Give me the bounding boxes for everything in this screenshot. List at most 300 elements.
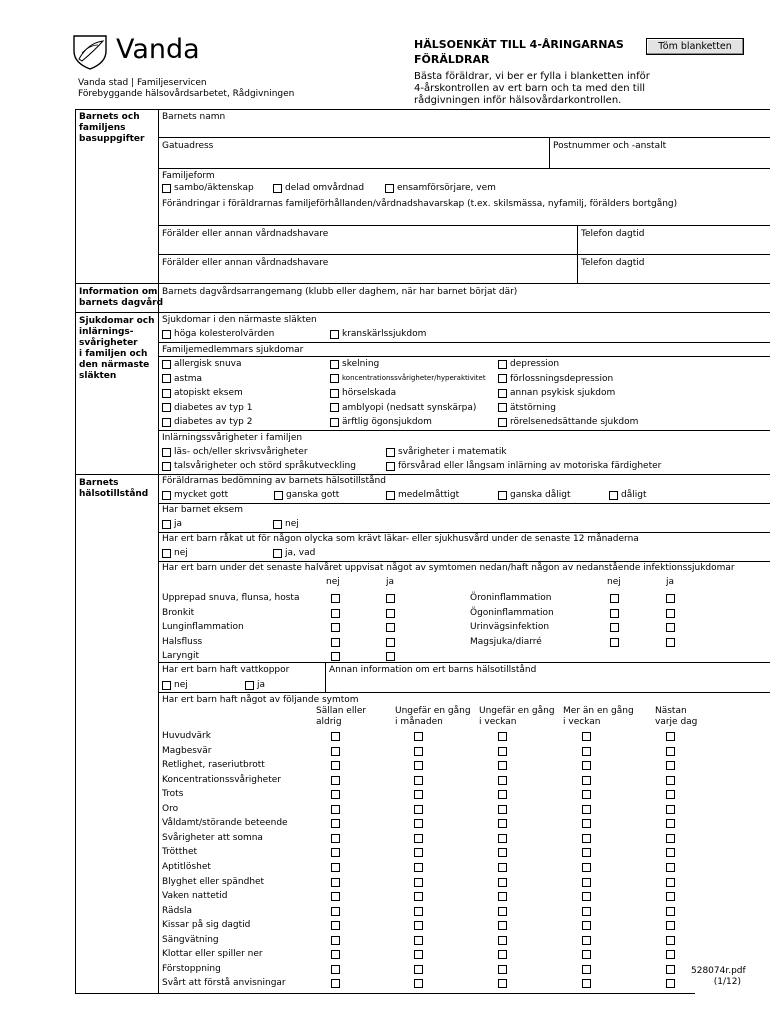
symptom-frequency-checkbox[interactable]: [582, 950, 591, 959]
symptom-frequency-checkbox[interactable]: [414, 965, 423, 974]
frequency-header: i veckan: [563, 717, 601, 727]
symptom-frequency-checkbox[interactable]: [582, 921, 591, 930]
infection-no-checkbox[interactable]: [331, 623, 340, 632]
option-label: ja: [257, 680, 266, 690]
org-line-2: Förebyggande hälsovårdsarbetet, Rådgivningen: [78, 89, 295, 99]
learning-math[interactable]: [386, 447, 507, 457]
checkbox[interactable]: [162, 681, 171, 690]
symptom-frequency-checkbox[interactable]: [582, 965, 591, 974]
symptom-frequency-checkbox[interactable]: [666, 805, 675, 814]
intro-line-3: rådgivningen inför hälsovårdarkontrollen.: [414, 95, 622, 106]
symptom-frequency-checkbox[interactable]: [666, 747, 675, 756]
symptom-frequency-checkbox[interactable]: [666, 892, 675, 901]
checkbox[interactable]: [330, 389, 339, 398]
symptom-frequency-checkbox[interactable]: [498, 921, 507, 930]
infection-yes-checkbox[interactable]: [666, 638, 675, 647]
infection-no-checkbox[interactable]: [610, 623, 619, 632]
assessment-average[interactable]: [386, 490, 459, 500]
infection-yes-checkbox[interactable]: [386, 623, 395, 632]
form-title-line-1: HÄLSOENKÄT TILL 4-ÅRINGARNAS: [414, 38, 624, 51]
section-daycare-label-2: barnets dagvård: [79, 298, 164, 308]
checkbox[interactable]: [245, 681, 254, 690]
guardian-2-label: Förälder eller annan vårdnadshavare: [162, 258, 329, 268]
checkbox[interactable]: [498, 418, 507, 427]
symptom-frequency-checkbox[interactable]: [331, 834, 340, 843]
checkbox[interactable]: [162, 374, 171, 383]
accident-question: Har ert barn råkat ut för någon olycka som krävt läkar- eller sjukhusvård under de senaste 12 månaderna: [162, 534, 639, 544]
checkbox[interactable]: [609, 491, 618, 500]
symptom-frequency-checkbox[interactable]: [414, 848, 423, 857]
symptom-frequency-checkbox[interactable]: [331, 819, 340, 828]
section-health-label-1: Barnets: [79, 478, 119, 488]
symptom-frequency-checkbox[interactable]: [331, 878, 340, 887]
option-label: svårigheter i matematik: [398, 447, 507, 457]
family-changes-label: Förändringar i föräldrarnas familjeförhållanden/vårdnadshavarskap (t.ex. skilsmässa, nyfamilj, förälders bortgång): [162, 199, 678, 209]
option-label: atopiskt eksem: [174, 388, 243, 399]
learning-motor[interactable]: [386, 461, 661, 471]
option-label: ja: [174, 519, 183, 529]
symptom-frequency-checkbox[interactable]: [582, 805, 591, 814]
infection-no-checkbox[interactable]: [610, 638, 619, 647]
phone-2-label: Telefon dagtid: [581, 258, 645, 268]
option-label: annan psykisk sjukdom: [510, 388, 616, 399]
checkbox[interactable]: [162, 389, 171, 398]
assessment-heading: Föräldrarnas bedömning av barnets hälsotillstånd: [162, 476, 386, 486]
checkbox[interactable]: [330, 403, 339, 412]
checkbox[interactable]: [385, 184, 394, 193]
checkbox[interactable]: [330, 374, 339, 383]
page-number: (1/12): [713, 977, 741, 987]
symptom-frequency-checkbox[interactable]: [414, 761, 423, 770]
infection-no-checkbox[interactable]: [331, 652, 340, 661]
symptom-label: Huvudvärk: [162, 731, 211, 741]
infection-no-checkbox[interactable]: [331, 609, 340, 618]
disease-col3-item[interactable]: [498, 388, 615, 398]
symptom-frequency-checkbox[interactable]: [666, 863, 675, 872]
option-label: ätstörning: [510, 402, 556, 413]
frequency-header: varje dag: [655, 717, 698, 727]
symptom-frequency-checkbox[interactable]: [582, 819, 591, 828]
checkbox[interactable]: [386, 448, 395, 457]
daycare-arrangement-label: Barnets dagvårdsarrangemang (klubb eller daghem, när har barnet börjat där): [162, 287, 518, 297]
checkbox[interactable]: [498, 389, 507, 398]
disease-col2-item[interactable]: [330, 374, 486, 383]
symptom-frequency-checkbox[interactable]: [498, 761, 507, 770]
infection-question: Har ert barn under det senaste halvåret uppvisat något av symtomen nedan/haft någon av nedanstående infektionssjukdomar: [162, 563, 735, 573]
symptom-frequency-checkbox[interactable]: [582, 936, 591, 945]
symptom-label: Förstoppning: [162, 963, 221, 974]
section-diseases-label-5: den närmaste: [79, 360, 150, 370]
symptoms-question: Har ert barn haft något av följande symtom: [162, 695, 359, 705]
disease-col2-item[interactable]: [330, 403, 476, 413]
section-diseases-label-2: inlärnings-: [79, 327, 134, 337]
disease-col2-item[interactable]: [330, 417, 432, 427]
option-label: nej: [174, 680, 188, 690]
infection-right-no-header: nej: [607, 577, 621, 587]
symptom-frequency-checkbox[interactable]: [666, 776, 675, 785]
infection-left-yes-header: ja: [386, 577, 395, 587]
relatives-cholesterol[interactable]: [162, 329, 274, 339]
option-label: talsvårigheter och störd språkutveckling: [174, 461, 356, 471]
family-option-single[interactable]: [385, 183, 496, 193]
symptom-label: Trötthet: [162, 847, 198, 858]
checkbox[interactable]: [162, 462, 171, 471]
infection-yes-checkbox[interactable]: [666, 594, 675, 603]
assessment-poor[interactable]: [498, 490, 571, 500]
section-diseases-label-3: svårigheter: [79, 338, 138, 348]
infection-label: Lunginflammation: [162, 622, 244, 633]
symptom-frequency-checkbox[interactable]: [498, 805, 507, 814]
symptom-frequency-checkbox[interactable]: [331, 921, 340, 930]
section-diseases-label-6: släkten: [79, 371, 117, 381]
assessment-bad[interactable]: [609, 490, 646, 500]
symptom-frequency-checkbox[interactable]: [498, 776, 507, 785]
relatives-coronary[interactable]: [330, 329, 426, 339]
symptom-label: Magbesvär: [162, 745, 212, 756]
symptom-label: Kissar på sig dagtid: [162, 920, 251, 931]
symptom-label: Oro: [162, 803, 179, 814]
option-label: förlossningsdepression: [510, 373, 614, 384]
symptom-frequency-checkbox[interactable]: [414, 747, 423, 756]
symptom-frequency-checkbox[interactable]: [498, 819, 507, 828]
postal-label: Postnummer och -anstalt: [553, 141, 667, 151]
checkbox[interactable]: [162, 330, 171, 339]
symptom-label: Koncentrationssvårigheter: [162, 774, 281, 785]
disease-col3-item[interactable]: [498, 403, 556, 413]
frequency-header: Nästan: [655, 706, 687, 716]
option-label: allergisk snuva: [174, 359, 242, 369]
file-name: 528074r.pdf: [691, 966, 746, 976]
checkbox[interactable]: [162, 418, 171, 427]
symptom-frequency-checkbox[interactable]: [414, 790, 423, 799]
checkbox[interactable]: [498, 403, 507, 412]
option-label: ganska gott: [286, 490, 340, 500]
city-logo: [70, 33, 110, 71]
symptom-label: Trots: [162, 789, 184, 800]
symptom-frequency-checkbox[interactable]: [666, 761, 675, 770]
symptom-frequency-checkbox[interactable]: [414, 936, 423, 945]
infection-label: Halsfluss: [162, 636, 203, 647]
symptom-frequency-checkbox[interactable]: [414, 878, 423, 887]
symptom-frequency-checkbox[interactable]: [331, 950, 340, 959]
symptom-frequency-checkbox[interactable]: [666, 907, 675, 916]
symptom-label: Blyghet eller spändhet: [162, 876, 265, 887]
symptom-frequency-checkbox[interactable]: [331, 907, 340, 916]
child-name-label: Barnets namn: [162, 112, 226, 122]
symptom-frequency-checkbox[interactable]: [414, 892, 423, 901]
symptom-frequency-checkbox[interactable]: [582, 761, 591, 770]
learning-speech[interactable]: [162, 461, 356, 471]
symptom-frequency-checkbox[interactable]: [331, 776, 340, 785]
disease-col1-item[interactable]: [162, 374, 202, 384]
symptom-label: Aptitlöshet: [162, 861, 211, 872]
disease-col1-item[interactable]: [162, 388, 243, 398]
symptom-frequency-checkbox[interactable]: [331, 892, 340, 901]
symptom-frequency-checkbox[interactable]: [582, 892, 591, 901]
checkbox[interactable]: [386, 491, 395, 500]
symptom-frequency-checkbox[interactable]: [331, 732, 340, 741]
checkbox[interactable]: [386, 462, 395, 471]
infection-no-checkbox[interactable]: [610, 594, 619, 603]
eczema-question: Har barnet eksem: [162, 505, 243, 515]
symptom-frequency-checkbox[interactable]: [582, 747, 591, 756]
disease-col1-item[interactable]: [162, 359, 242, 369]
symptom-frequency-checkbox[interactable]: [414, 819, 423, 828]
intro-line-1: Bästa föräldrar, vi ber er fylla i blanketten inför: [414, 71, 650, 82]
option-label: ensamförsörjare, vem: [397, 183, 496, 193]
symptom-frequency-checkbox[interactable]: [666, 848, 675, 857]
symptom-frequency-checkbox[interactable]: [498, 950, 507, 959]
option-label: depression: [510, 359, 560, 369]
infection-no-checkbox[interactable]: [331, 638, 340, 647]
option-label: medelmåttigt: [398, 490, 460, 500]
symptom-frequency-checkbox[interactable]: [498, 892, 507, 901]
option-label: nej: [285, 519, 299, 529]
symptom-label: Rädsla: [162, 905, 192, 916]
frequency-header: i månaden: [395, 717, 443, 727]
symptom-frequency-checkbox[interactable]: [582, 907, 591, 916]
infection-yes-checkbox[interactable]: [666, 623, 675, 632]
option-label: delad omvårdnad: [285, 183, 365, 193]
symptom-frequency-checkbox[interactable]: [414, 805, 423, 814]
form-title-line-2: FÖRÄLDRAR: [414, 53, 490, 66]
symptom-frequency-checkbox[interactable]: [331, 936, 340, 945]
org-line-1: Vanda stad | Familjeservicen: [78, 78, 207, 88]
checkbox[interactable]: [162, 360, 171, 369]
frequency-header: Ungefär en gång: [395, 706, 471, 716]
frequency-header: Sällan eller: [316, 706, 367, 716]
symptom-frequency-checkbox[interactable]: [498, 878, 507, 887]
symptom-frequency-checkbox[interactable]: [414, 863, 423, 872]
option-label: mycket gott: [174, 490, 229, 500]
option-label: höga kolesterolvärden: [174, 329, 275, 339]
infection-label: Laryngit: [162, 651, 200, 662]
checkbox[interactable]: [498, 360, 507, 369]
symptom-frequency-checkbox[interactable]: [331, 790, 340, 799]
checkbox[interactable]: [162, 448, 171, 457]
option-label: amblyopi (nedsatt synskärpa): [342, 402, 477, 413]
symptom-frequency-checkbox[interactable]: [582, 732, 591, 741]
symptom-frequency-checkbox[interactable]: [582, 834, 591, 843]
option-label: dåligt: [621, 490, 647, 500]
family-option-sambo[interactable]: [162, 183, 254, 193]
learning-heading: Inlärningssvårigheter i familjen: [162, 433, 303, 443]
eczema-no[interactable]: [273, 519, 299, 529]
symptom-frequency-checkbox[interactable]: [582, 776, 591, 785]
symptom-label: Retlighet, raseriutbrott: [162, 760, 265, 771]
disease-col3-item[interactable]: [498, 374, 613, 384]
symptom-frequency-checkbox[interactable]: [414, 979, 423, 988]
guardian-1-label: Förälder eller annan vårdnadshavare: [162, 229, 329, 239]
symptom-frequency-checkbox[interactable]: [498, 936, 507, 945]
option-label: läs- och/eller skrivsvårigheter: [174, 447, 308, 457]
accident-yes[interactable]: [273, 548, 315, 558]
symptom-frequency-checkbox[interactable]: [331, 805, 340, 814]
disease-col3-item[interactable]: [498, 359, 559, 369]
infection-label: Magsjuka/diarré: [470, 636, 542, 647]
symptom-frequency-checkbox[interactable]: [666, 732, 675, 741]
infection-yes-checkbox[interactable]: [386, 652, 395, 661]
section-family-label-3: basuppgifter: [79, 134, 145, 144]
symptom-frequency-checkbox[interactable]: [498, 979, 507, 988]
symptom-label: Svårigheter att somna: [162, 832, 263, 843]
symptom-frequency-checkbox[interactable]: [331, 965, 340, 974]
accident-no[interactable]: [162, 548, 188, 558]
relatives-heading: Sjukdomar i den närmaste släkten: [162, 315, 317, 325]
infection-no-checkbox[interactable]: [331, 594, 340, 603]
symptom-frequency-checkbox[interactable]: [582, 878, 591, 887]
symptom-frequency-checkbox[interactable]: [666, 936, 675, 945]
symptom-label: Klottar eller spiller ner: [162, 949, 263, 960]
infection-label: Urinvägsinfektion: [470, 622, 550, 633]
option-label: nej: [174, 548, 188, 558]
symptom-frequency-checkbox[interactable]: [414, 907, 423, 916]
phone-1-label: Telefon dagtid: [581, 229, 645, 239]
clear-form-button[interactable]: Töm blanketten: [646, 38, 744, 55]
infection-label: Bronkit: [162, 607, 195, 618]
option-label: sambo/äktenskap: [174, 183, 254, 193]
checkbox[interactable]: [498, 374, 507, 383]
symptom-frequency-checkbox[interactable]: [582, 979, 591, 988]
checkbox[interactable]: [162, 184, 171, 193]
checkbox[interactable]: [330, 360, 339, 369]
logo-text: Vanda: [116, 34, 200, 65]
section-family-label-1: Barnets och: [79, 112, 140, 122]
symptom-frequency-checkbox[interactable]: [498, 907, 507, 916]
other-info-label: Annan information om ert barns hälsotillstånd: [329, 665, 537, 675]
symptom-frequency-checkbox[interactable]: [414, 776, 423, 785]
section-family-label-2: familjens: [79, 123, 126, 133]
option-label: diabetes av typ 2: [174, 417, 253, 428]
chickenpox-no[interactable]: [162, 680, 188, 690]
checkbox[interactable]: [498, 491, 507, 500]
option-label: skelning: [342, 359, 380, 369]
infection-label: Upprepad snuva, flunsa, hosta: [162, 593, 300, 603]
infection-left-no-header: nej: [326, 577, 340, 587]
infection-yes-checkbox[interactable]: [666, 609, 675, 618]
symptom-frequency-checkbox[interactable]: [414, 921, 423, 930]
members-heading: Familjemedlemmars sjukdomar: [162, 345, 304, 355]
symptom-label: Våldamt/störande beteende: [162, 818, 288, 829]
infection-right-yes-header: ja: [666, 577, 675, 587]
symptom-frequency-checkbox[interactable]: [414, 732, 423, 741]
symptom-frequency-checkbox[interactable]: [331, 863, 340, 872]
symptom-frequency-checkbox[interactable]: [331, 979, 340, 988]
option-label: ja, vad: [285, 548, 316, 558]
frequency-header: aldrig: [316, 717, 342, 727]
frequency-header: Ungefär en gång: [479, 706, 555, 716]
symptom-frequency-checkbox[interactable]: [331, 747, 340, 756]
symptom-frequency-checkbox[interactable]: [666, 819, 675, 828]
checkbox[interactable]: [162, 403, 171, 412]
checkbox[interactable]: [273, 520, 282, 529]
option-label: diabetes av typ 1: [174, 402, 253, 413]
infection-yes-checkbox[interactable]: [386, 638, 395, 647]
section-diseases-label-4: i familjen och: [79, 349, 148, 359]
option-label: rörelsenedsättande sjukdom: [510, 417, 639, 428]
infection-yes-checkbox[interactable]: [386, 609, 395, 618]
symptom-frequency-checkbox[interactable]: [498, 747, 507, 756]
disease-col1-item[interactable]: [162, 417, 252, 427]
checkbox[interactable]: [162, 491, 171, 500]
infection-no-checkbox[interactable]: [610, 609, 619, 618]
symptom-frequency-checkbox[interactable]: [331, 761, 340, 770]
checkbox[interactable]: [330, 418, 339, 427]
option-label: ärftlig ögonsjukdom: [342, 417, 432, 428]
symptom-frequency-checkbox[interactable]: [498, 965, 507, 974]
family-form-label: Familjeform: [162, 171, 215, 181]
symptom-frequency-checkbox[interactable]: [666, 921, 675, 930]
option-label: hörselskada: [342, 388, 397, 399]
infection-label: Öroninflammation: [470, 593, 552, 603]
symptom-frequency-checkbox[interactable]: [666, 834, 675, 843]
symptom-frequency-checkbox[interactable]: [498, 863, 507, 872]
symptom-frequency-checkbox[interactable]: [498, 848, 507, 857]
disease-col1-item[interactable]: [162, 403, 252, 413]
symptom-frequency-checkbox[interactable]: [582, 848, 591, 857]
symptom-frequency-checkbox[interactable]: [414, 950, 423, 959]
checkbox[interactable]: [330, 330, 339, 339]
frequency-header: Mer än en gång: [563, 706, 634, 716]
checkbox[interactable]: [162, 520, 171, 529]
section-health-label-2: hälsotillstånd: [79, 489, 149, 499]
symptom-frequency-checkbox[interactable]: [498, 790, 507, 799]
eczema-yes[interactable]: [162, 519, 182, 529]
chickenpox-yes[interactable]: [245, 680, 265, 690]
infection-label: Ögoninflammation: [470, 607, 554, 618]
assessment-very-good[interactable]: [162, 490, 228, 500]
section-daycare-label-1: Information om: [79, 287, 158, 297]
symptom-label: Vaken nattetid: [162, 891, 228, 902]
learning-reading[interactable]: [162, 447, 308, 457]
symptom-frequency-checkbox[interactable]: [582, 790, 591, 799]
symptom-label: Svårt att förstå anvisningar: [162, 978, 286, 989]
chickenpox-question: Har ert barn haft vattkoppor: [162, 665, 290, 675]
frequency-header: i veckan: [479, 717, 517, 727]
symptom-label: Sängvätning: [162, 934, 219, 945]
symptom-frequency-checkbox[interactable]: [666, 950, 675, 959]
symptom-frequency-checkbox[interactable]: [498, 732, 507, 741]
assessment-good[interactable]: [274, 490, 339, 500]
checkbox[interactable]: [274, 491, 283, 500]
symptom-frequency-checkbox[interactable]: [666, 965, 675, 974]
checkbox[interactable]: [162, 549, 171, 558]
intro-line-2: 4-årskontrollen av ert barn och ta med den till: [414, 83, 646, 94]
disease-col2-item[interactable]: [330, 388, 396, 398]
symptom-frequency-checkbox[interactable]: [414, 834, 423, 843]
symptom-frequency-checkbox[interactable]: [666, 790, 675, 799]
option-label: försvårad eller långsam inlärning av motoriska färdigheter: [398, 461, 662, 471]
symptom-frequency-checkbox[interactable]: [331, 848, 340, 857]
option-label: koncentrationssvårigheter/hyperaktivitet: [342, 374, 486, 383]
infection-yes-checkbox[interactable]: [386, 594, 395, 603]
disease-col3-item[interactable]: [498, 417, 638, 427]
family-option-shared[interactable]: [273, 183, 364, 193]
checkbox[interactable]: [273, 184, 282, 193]
street-label: Gatuadress: [162, 141, 214, 151]
symptom-frequency-checkbox[interactable]: [666, 878, 675, 887]
section-diseases-label-1: Sjukdomar och: [79, 316, 155, 326]
vanda-crest-icon: [70, 33, 110, 71]
symptom-frequency-checkbox[interactable]: [666, 979, 675, 988]
option-label: kranskärlssjukdom: [342, 329, 427, 339]
disease-col2-item[interactable]: [330, 359, 379, 369]
checkbox[interactable]: [273, 549, 282, 558]
option-label: ganska dåligt: [510, 490, 571, 500]
symptom-frequency-checkbox[interactable]: [582, 863, 591, 872]
option-label: astma: [174, 373, 203, 384]
symptom-frequency-checkbox[interactable]: [498, 834, 507, 843]
